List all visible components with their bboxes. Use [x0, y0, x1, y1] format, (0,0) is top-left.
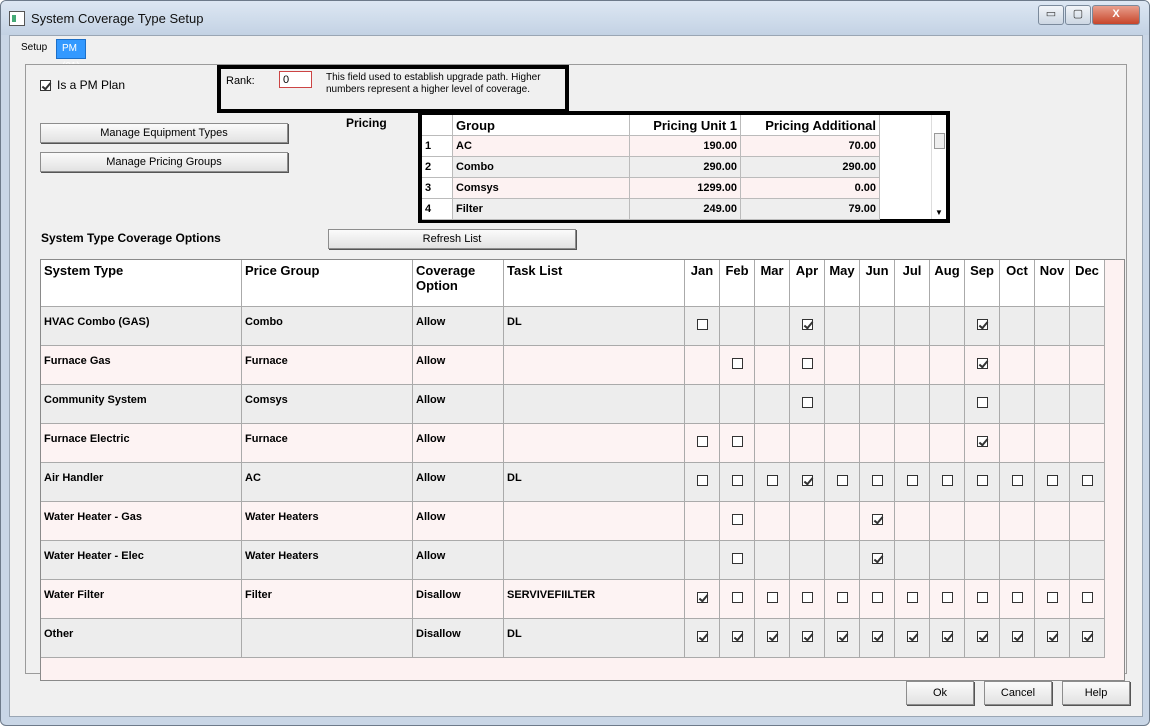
pricing-group: AC: [453, 136, 630, 157]
pricing-col-unit1: Pricing Unit 1: [630, 115, 741, 136]
month-checkbox[interactable]: [872, 592, 883, 603]
month-cell: [720, 502, 755, 541]
task-list-cell: DL: [504, 463, 685, 502]
price-group-cell: Combo: [242, 307, 413, 346]
month-cell: [1000, 346, 1035, 385]
month-cell: [930, 424, 965, 463]
month-cell: [965, 346, 1000, 385]
month-cell: [1035, 502, 1070, 541]
month-cell: [685, 541, 720, 580]
month-checkbox[interactable]: [977, 358, 988, 369]
month-checkbox[interactable]: [697, 631, 708, 642]
pricing-row-number: 1: [422, 136, 453, 157]
month-checkbox[interactable]: [697, 475, 708, 486]
month-checkbox[interactable]: [767, 592, 778, 603]
pricing-header-row: [422, 115, 880, 136]
month-cell: [685, 619, 720, 658]
pricing-row-number: 2: [422, 157, 453, 178]
col-month: Apr: [790, 260, 825, 307]
month-checkbox[interactable]: [977, 397, 988, 408]
month-cell: [720, 580, 755, 619]
system-type-cell: Water Heater - Elec: [41, 541, 242, 580]
month-checkbox[interactable]: [802, 397, 813, 408]
month-cell: [1035, 463, 1070, 502]
pricing-scrollbar[interactable]: [931, 115, 946, 219]
month-cell: [720, 346, 755, 385]
month-cell: [1070, 307, 1105, 346]
month-cell: [1070, 385, 1105, 424]
month-checkbox[interactable]: [1047, 592, 1058, 603]
app-icon: [9, 11, 25, 26]
month-cell: [965, 502, 1000, 541]
month-checkbox[interactable]: [697, 319, 708, 330]
col-month: Nov: [1035, 260, 1070, 307]
month-cell: [860, 424, 895, 463]
month-cell: [1035, 385, 1070, 424]
month-cell: [790, 580, 825, 619]
month-checkbox[interactable]: [872, 514, 883, 525]
month-cell: [860, 463, 895, 502]
pricing-unit1: 1299.00: [630, 178, 741, 199]
month-cell: [1000, 385, 1035, 424]
month-cell: [790, 385, 825, 424]
month-checkbox[interactable]: [942, 631, 953, 642]
month-cell: [1035, 580, 1070, 619]
month-cell: [685, 463, 720, 502]
coverage-header-row: [41, 260, 1105, 307]
col-month: Jun: [860, 260, 895, 307]
manage-pricing-groups-button[interactable]: Manage Pricing Groups: [40, 152, 288, 172]
month-cell: [755, 619, 790, 658]
month-checkbox[interactable]: [1082, 631, 1093, 642]
rank-input[interactable]: 0: [279, 71, 312, 88]
price-group-cell: Comsys: [242, 385, 413, 424]
month-cell: [825, 502, 860, 541]
month-cell: [755, 580, 790, 619]
row-number-header: [422, 115, 453, 136]
price-group-cell: Furnace: [242, 424, 413, 463]
pm-plan-label: Is a PM Plan: [57, 78, 126, 92]
month-checkbox[interactable]: [1082, 475, 1093, 486]
col-price-group: Price Group: [242, 260, 413, 307]
month-checkbox[interactable]: [1047, 475, 1058, 486]
col-coverage-option: Coverage Option: [413, 260, 504, 307]
month-cell: [790, 346, 825, 385]
price-group-cell: Water Heaters: [242, 541, 413, 580]
coverage-row[interactable]: [41, 619, 1105, 658]
system-type-cell: Furnace Electric: [41, 424, 242, 463]
month-cell: [895, 463, 930, 502]
task-list-cell: [504, 346, 685, 385]
month-cell: [965, 619, 1000, 658]
month-cell: [860, 502, 895, 541]
month-checkbox[interactable]: [1012, 475, 1023, 486]
month-checkbox[interactable]: [977, 631, 988, 642]
col-month: Mar: [755, 260, 790, 307]
month-cell: [685, 502, 720, 541]
month-checkbox[interactable]: [732, 475, 743, 486]
task-list-cell: [504, 502, 685, 541]
task-list-cell: SERVIVEFIILTER: [504, 580, 685, 619]
pricing-additional: 79.00: [741, 199, 880, 220]
month-checkbox[interactable]: [732, 631, 743, 642]
month-cell: [860, 307, 895, 346]
month-cell: [1070, 463, 1105, 502]
month-cell: [965, 463, 1000, 502]
col-month: Sep: [965, 260, 1000, 307]
coverage-row[interactable]: [41, 424, 1105, 463]
month-checkbox[interactable]: [767, 631, 778, 642]
month-checkbox[interactable]: [732, 592, 743, 603]
pm-plan-row: [40, 78, 125, 92]
system-type-cell: Water Heater - Gas: [41, 502, 242, 541]
month-cell: [825, 307, 860, 346]
month-cell: [790, 541, 825, 580]
month-checkbox[interactable]: [732, 514, 743, 525]
pricing-group: Combo: [453, 157, 630, 178]
month-cell: [930, 385, 965, 424]
coverage-grid: [40, 259, 1125, 681]
cancel-button[interactable]: Cancel: [984, 681, 1052, 705]
month-checkbox[interactable]: [942, 592, 953, 603]
manage-equipment-types-button[interactable]: Manage Equipment Types: [40, 123, 288, 143]
system-type-cell: HVAC Combo (GAS): [41, 307, 242, 346]
price-group-cell: Filter: [242, 580, 413, 619]
price-group-cell: Furnace: [242, 346, 413, 385]
month-cell: [720, 463, 755, 502]
month-cell: [965, 424, 1000, 463]
month-cell: [1000, 502, 1035, 541]
month-cell: [755, 385, 790, 424]
maximize-button[interactable]: ▢: [1065, 5, 1091, 25]
month-cell: [825, 385, 860, 424]
month-checkbox[interactable]: [1012, 631, 1023, 642]
coverage-option-cell: Allow: [413, 346, 504, 385]
help-button[interactable]: Help: [1062, 681, 1130, 705]
minimize-button[interactable]: ▭: [1038, 5, 1064, 25]
month-cell: [930, 502, 965, 541]
pricing-row[interactable]: [422, 136, 880, 157]
month-cell: [895, 619, 930, 658]
month-cell: [860, 619, 895, 658]
coverage-row[interactable]: [41, 541, 1105, 580]
coverage-options-label: System Type Coverage Options: [41, 231, 221, 245]
coverage-option-cell: Allow: [413, 541, 504, 580]
tab-setup[interactable]: Setup: [21, 42, 48, 53]
month-cell: [965, 580, 1000, 619]
month-cell: [1035, 307, 1070, 346]
month-checkbox[interactable]: [872, 553, 883, 564]
month-cell: [685, 307, 720, 346]
pricing-row[interactable]: [422, 178, 880, 199]
month-cell: [930, 541, 965, 580]
month-cell: [1070, 424, 1105, 463]
rank-label: Rank:: [226, 75, 255, 87]
month-cell: [930, 346, 965, 385]
pricing-additional: 290.00: [741, 157, 880, 178]
task-list-cell: [504, 385, 685, 424]
pricing-unit1: 249.00: [630, 199, 741, 220]
month-checkbox[interactable]: [872, 631, 883, 642]
month-cell: [895, 346, 930, 385]
month-cell: [685, 346, 720, 385]
pricing-row[interactable]: [422, 199, 880, 220]
scroll-down-icon[interactable]: ▼: [935, 208, 943, 217]
pricing-row[interactable]: [422, 157, 880, 178]
month-cell: [1070, 619, 1105, 658]
price-group-cell: [242, 619, 413, 658]
month-cell: [755, 424, 790, 463]
coverage-row[interactable]: [41, 463, 1105, 502]
month-checkbox[interactable]: [977, 436, 988, 447]
pricing-additional: 0.00: [741, 178, 880, 199]
pricing-table: [418, 111, 950, 223]
month-cell: [1000, 580, 1035, 619]
month-cell: [685, 424, 720, 463]
task-list-cell: DL: [504, 307, 685, 346]
coverage-row[interactable]: [41, 307, 1105, 346]
window-title: System Coverage Type Setup: [31, 11, 204, 26]
month-checkbox[interactable]: [837, 592, 848, 603]
month-cell: [860, 346, 895, 385]
month-checkbox[interactable]: [837, 631, 848, 642]
month-cell: [1000, 619, 1035, 658]
pricing-group: Filter: [453, 199, 630, 220]
pricing-label: Pricing: [346, 116, 387, 130]
dialog-body: [9, 35, 1143, 717]
month-checkbox[interactable]: [802, 475, 813, 486]
col-month: Oct: [1000, 260, 1035, 307]
task-list-cell: [504, 424, 685, 463]
pricing-unit1: 190.00: [630, 136, 741, 157]
month-checkbox[interactable]: [1082, 592, 1093, 603]
col-month: Jul: [895, 260, 930, 307]
tab-pm[interactable]: PM: [56, 39, 86, 59]
month-cell: [825, 463, 860, 502]
month-checkbox[interactable]: [977, 592, 988, 603]
month-checkbox[interactable]: [837, 475, 848, 486]
month-checkbox[interactable]: [1012, 592, 1023, 603]
month-cell: [825, 580, 860, 619]
month-cell: [860, 541, 895, 580]
month-cell: [755, 307, 790, 346]
month-checkbox[interactable]: [802, 319, 813, 330]
month-checkbox[interactable]: [802, 631, 813, 642]
coverage-option-cell: Allow: [413, 463, 504, 502]
task-list-cell: [504, 541, 685, 580]
month-cell: [825, 619, 860, 658]
system-type-cell: Other: [41, 619, 242, 658]
month-cell: [720, 619, 755, 658]
month-cell: [930, 580, 965, 619]
month-cell: [790, 463, 825, 502]
coverage-row[interactable]: [41, 346, 1105, 385]
month-checkbox[interactable]: [767, 475, 778, 486]
month-cell: [965, 307, 1000, 346]
month-cell: [720, 307, 755, 346]
month-checkbox[interactable]: [907, 475, 918, 486]
month-cell: [1070, 580, 1105, 619]
month-cell: [860, 580, 895, 619]
month-checkbox[interactable]: [907, 592, 918, 603]
month-cell: [1070, 541, 1105, 580]
month-cell: [720, 385, 755, 424]
pricing-group: Comsys: [453, 178, 630, 199]
rank-help-text: This field used to establish upgrade path. Higher numbers represent a higher level of coverage.: [326, 72, 541, 95]
month-cell: [1000, 541, 1035, 580]
month-checkbox[interactable]: [697, 436, 708, 447]
month-cell: [1035, 619, 1070, 658]
month-cell: [1000, 463, 1035, 502]
month-checkbox[interactable]: [732, 436, 743, 447]
month-cell: [930, 307, 965, 346]
month-cell: [930, 619, 965, 658]
month-cell: [720, 424, 755, 463]
month-checkbox[interactable]: [732, 358, 743, 369]
month-cell: [825, 424, 860, 463]
col-month: Dec: [1070, 260, 1105, 307]
month-cell: [1070, 346, 1105, 385]
month-cell: [825, 346, 860, 385]
month-cell: [755, 463, 790, 502]
month-checkbox[interactable]: [977, 319, 988, 330]
coverage-option-cell: Disallow: [413, 619, 504, 658]
coverage-option-cell: Allow: [413, 307, 504, 346]
price-group-cell: AC: [242, 463, 413, 502]
month-cell: [825, 541, 860, 580]
month-checkbox[interactable]: [697, 592, 708, 603]
pricing-additional: 70.00: [741, 136, 880, 157]
col-system-type: System Type: [41, 260, 242, 307]
title-bar: [1, 1, 1149, 35]
month-checkbox[interactable]: [802, 358, 813, 369]
month-cell: [685, 580, 720, 619]
coverage-option-cell: Allow: [413, 502, 504, 541]
month-cell: [1000, 307, 1035, 346]
month-cell: [895, 502, 930, 541]
system-type-cell: Air Handler: [41, 463, 242, 502]
month-cell: [755, 541, 790, 580]
system-type-cell: Furnace Gas: [41, 346, 242, 385]
month-cell: [1035, 541, 1070, 580]
month-cell: [930, 463, 965, 502]
month-cell: [895, 424, 930, 463]
month-checkbox[interactable]: [977, 475, 988, 486]
coverage-row[interactable]: [41, 502, 1105, 541]
pricing-col-additional: Pricing Additional: [741, 115, 880, 136]
ok-button[interactable]: Ok: [906, 681, 974, 705]
month-cell: [755, 502, 790, 541]
month-cell: [790, 424, 825, 463]
system-type-cell: Water Filter: [41, 580, 242, 619]
month-checkbox[interactable]: [802, 592, 813, 603]
month-cell: [790, 307, 825, 346]
month-cell: [790, 619, 825, 658]
month-cell: [1070, 502, 1105, 541]
month-checkbox[interactable]: [942, 475, 953, 486]
month-cell: [965, 541, 1000, 580]
col-month: May: [825, 260, 860, 307]
month-cell: [895, 580, 930, 619]
pricing-row-number: 4: [422, 199, 453, 220]
month-checkbox[interactable]: [907, 631, 918, 642]
close-button[interactable]: X: [1092, 5, 1140, 25]
pricing-row-number: 3: [422, 178, 453, 199]
month-cell: [895, 307, 930, 346]
coverage-row[interactable]: [41, 580, 1105, 619]
col-month: Aug: [930, 260, 965, 307]
coverage-option-cell: Disallow: [413, 580, 504, 619]
pricing-scroll-thumb[interactable]: [934, 133, 945, 149]
month-cell: [1035, 424, 1070, 463]
coverage-option-cell: Allow: [413, 385, 504, 424]
pricing-unit1: 290.00: [630, 157, 741, 178]
pm-plan-checkbox[interactable]: [40, 80, 51, 91]
month-checkbox[interactable]: [1047, 631, 1058, 642]
month-cell: [720, 541, 755, 580]
month-cell: [895, 385, 930, 424]
pm-panel: [25, 64, 1127, 674]
col-month: Feb: [720, 260, 755, 307]
price-group-cell: Water Heaters: [242, 502, 413, 541]
system-type-cell: Community System: [41, 385, 242, 424]
month-cell: [1000, 424, 1035, 463]
col-month: Jan: [685, 260, 720, 307]
month-cell: [685, 385, 720, 424]
refresh-list-button[interactable]: Refresh List: [328, 229, 576, 249]
month-cell: [790, 502, 825, 541]
month-checkbox[interactable]: [872, 475, 883, 486]
month-cell: [895, 541, 930, 580]
pricing-col-group: Group: [453, 115, 630, 136]
month-cell: [1035, 346, 1070, 385]
task-list-cell: DL: [504, 619, 685, 658]
coverage-option-cell: Allow: [413, 424, 504, 463]
month-cell: [965, 385, 1000, 424]
month-checkbox[interactable]: [732, 553, 743, 564]
col-task-list: Task List: [504, 260, 685, 307]
month-cell: [755, 346, 790, 385]
month-cell: [860, 385, 895, 424]
rank-section: [217, 65, 569, 113]
coverage-row[interactable]: [41, 385, 1105, 424]
